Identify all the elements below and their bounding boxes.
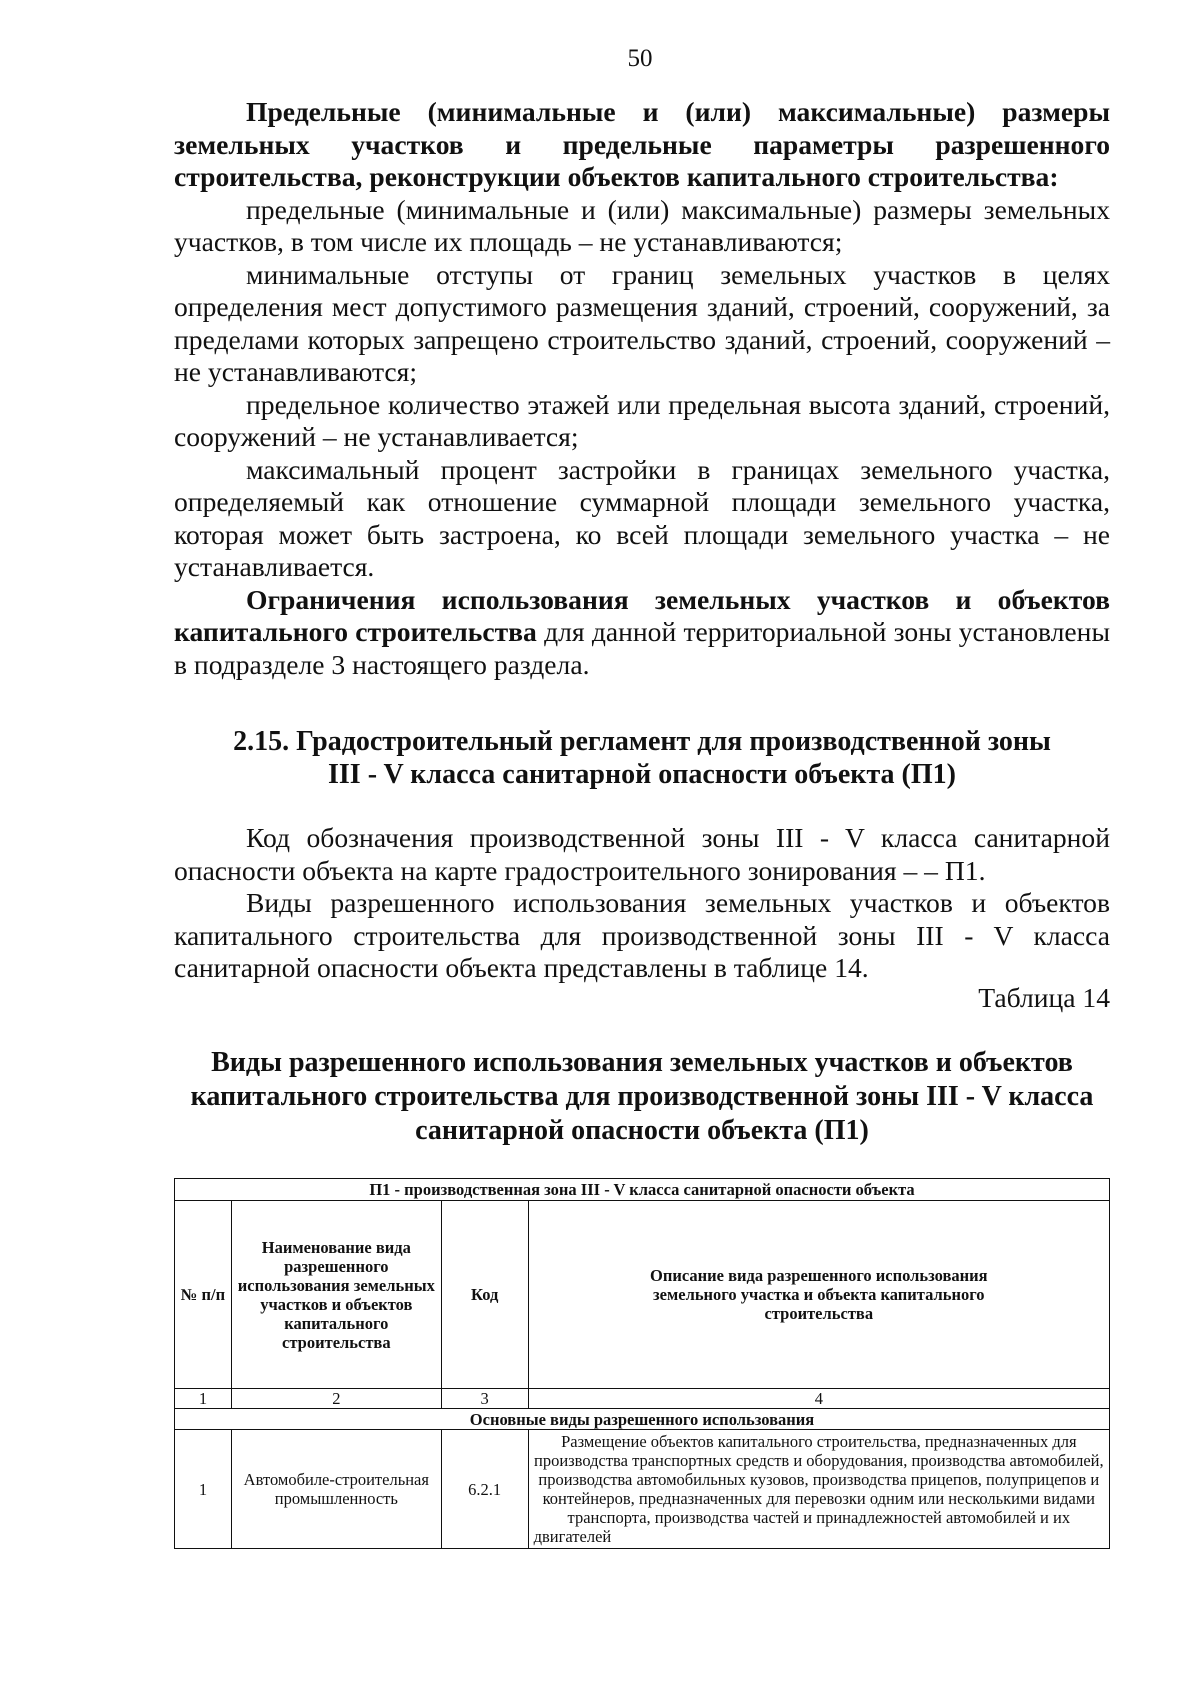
row-description: Размещение объектов капитального строительства, предназначенных для производства транспортных средств и оборудования, производства автомобилей, производства автомобильных кузовов, производства прицепов, полуприцепов и контейнеров, предназначенных для перевозки одним или несколькими видами транспорта, производства частей и принадлежностей автомобилей и их двигателей: [528, 1430, 1109, 1549]
page-number: 50: [627, 45, 653, 72]
table-row: [175, 1430, 1110, 1549]
limits-item-4: максимальный процент застройки в границах земельного участка, определяемый как отношение суммарной площади земельного участка, которая может быть застроена, ко всей площади земельного участка – не устанавливается.: [174, 453, 1110, 582]
limits-item-1: предельные (минимальные и (или) максимальные) размеры земельных участков, в том числе их площадь – не устанавливаются;: [174, 193, 1110, 257]
restrictions-paragraph: [174, 584, 1110, 682]
limits-item-2: минимальные отступы от границ земельных участков в целях определения мест допустимого размещения зданий, строений, сооружений, за пределами которых запрещено строительство зданий, строений, сооружений – не устанавливаются;: [174, 258, 1110, 387]
row-number: 1: [175, 1430, 232, 1549]
table-title: Виды разрешенного использования земельных участков и объектов капитального строительства для производственной зоны III - V класса санитарной опасности объекта (П1): [190, 1047, 1094, 1146]
section-heading: [174, 725, 1110, 791]
permitted-use-table: [174, 1178, 1110, 1549]
table-reference-paragraph: Виды разрешенного использования земельных участков и объектов капитального строительства для производственной зоны III - V класса санитарной опасности объекта представлены в таблице 14.: [174, 887, 1110, 983]
limits-item-3: предельное количество этажей или предельная высота зданий, строений, сооружений – не устанавливается;: [174, 388, 1110, 452]
section-heading-line-1: 2.15. Градостроительный регламент для производственной зоны: [233, 726, 1051, 757]
col-header-name: Наименование вида разрешенного использования земельных участков и объектов капитального строительства: [231, 1201, 441, 1389]
section-limits: [174, 96, 1110, 681]
col-header-description: Описание вида разрешенного использования земельного участка и объекта капитального строительства: [528, 1201, 1109, 1389]
zone-code-paragraph: Код обозначения производственной зоны III - V класса санитарной опасности объекта на карте градостроительного зонирования – – П1.: [174, 822, 1110, 886]
restrictions-rest: для данной территориальной зоны установлены в подразделе 3 настоящего раздела.: [174, 616, 1110, 680]
table-label: Таблица 14: [978, 982, 1110, 1013]
group-header-main-uses: Основные виды разрешенного использования: [175, 1409, 1110, 1430]
col-number-1: 1: [175, 1389, 232, 1409]
section-intro: [174, 822, 1110, 985]
col-number-4: 4: [528, 1389, 1109, 1409]
row-code: 6.2.1: [441, 1430, 528, 1549]
section-heading-line-2: III - V класса санитарной опасности объекта (П1): [328, 759, 956, 790]
col-header-number: № п/п: [175, 1201, 232, 1389]
row-use-name: Автомобиле-строительная промышленность: [231, 1430, 441, 1549]
col-number-3: 3: [441, 1389, 528, 1409]
limits-heading: Предельные (минимальные и (или) максимальные) размеры земельных участков и предельные параметры разрешенного строительства, реконструкции объектов капитального строительства:: [174, 96, 1110, 192]
table-zone-header: П1 - производственная зона III - V класса санитарной опасности объекта: [175, 1179, 1110, 1201]
restrictions-bold: Ограничения использования земельных участков и объектов капитального строительства: [174, 583, 1110, 647]
col-number-2: 2: [231, 1389, 441, 1409]
col-header-code: Код: [441, 1201, 528, 1389]
